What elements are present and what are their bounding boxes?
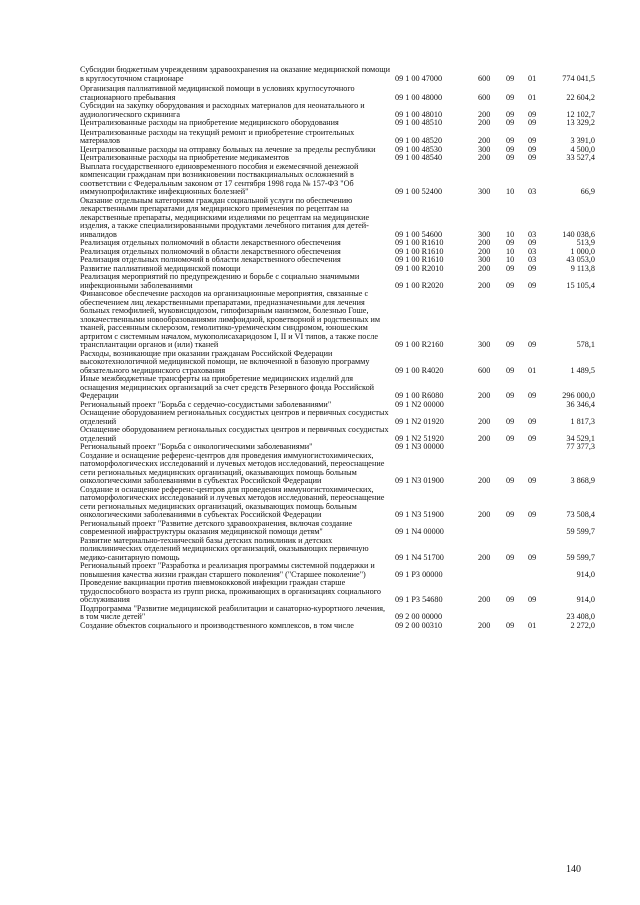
table-row (80, 426, 595, 443)
section-code: 09 (506, 153, 515, 162)
row-description: Выплата государственного единовременного пособия и ежемесячной денежной компенсации гражданам при возникновении поствакцинальных осложнений в соответствии с Федеральным законом от 17 сентября 1998 года № 157-ФЗ "Об иммунопрофилактике инфекционных болезней" (80, 161, 359, 196)
section-code: 09 (506, 620, 515, 630)
row-description: Оснащение оборудованием региональных сосудистых центров и первичных сосудистых отделений (80, 425, 389, 443)
section-code: 09 (506, 238, 515, 247)
target-article-code: 09 1 00 R1610 (395, 238, 444, 247)
section-code: 09 (506, 280, 515, 290)
subsection-code: 09 (528, 595, 537, 604)
subsection-code: 09 (528, 510, 537, 519)
expense-type: 300 (478, 340, 491, 349)
amount: 59 599,7 (566, 527, 595, 536)
row-description: Централизованные расходы на приобретение медицинского оборудования (80, 118, 339, 127)
table-row (80, 350, 595, 376)
row-description: Централизованные расходы на приобретение медикаментов (80, 153, 290, 162)
section-code: 10 (506, 187, 515, 196)
expense-type: 300 (478, 144, 491, 154)
expense-type: 200 (478, 433, 491, 443)
target-article-code: 09 1 00 48530 (395, 144, 443, 154)
target-article-code: 09 2 00 00000 (395, 612, 443, 621)
amount: 3 391,0 (570, 136, 595, 145)
table-row (80, 290, 595, 350)
subsection-code: 09 (528, 109, 537, 119)
table-row (80, 562, 595, 579)
amount: 77 377,3 (566, 442, 595, 451)
amount: 33 527,4 (566, 153, 595, 162)
subsection-code: 09 (528, 153, 537, 162)
section-code: 09 (506, 109, 515, 119)
row-description: Реализация мероприятий по предупреждению и борьбе с социально значимыми инфекционными заболеваниями (80, 272, 360, 290)
row-description: Проведение вакцинации против пневмококковой инфекции граждан старше трудоспособного возраста из групп риска, проживающих в организациях социального обслуживания (80, 578, 382, 604)
subsection-code: 01 (528, 92, 537, 102)
target-article-code: 09 1 00 R4020 (395, 365, 444, 375)
table-row (80, 537, 595, 563)
section-code: 09 (506, 92, 515, 102)
row-description: Реализация отдельных полномочий в области лекарственного обеспечения (80, 255, 341, 264)
row-description: Региональный проект "Борьба с сердечно-сосудистыми заболеваниями" (80, 399, 332, 409)
row-description: Субсидии на закупку оборудования и расходных материалов для неонатального и аудиологического скрининга (80, 101, 365, 119)
amount: 4 500,0 (570, 144, 595, 154)
target-article-code: 09 1 00 R1610 (395, 246, 444, 256)
section-code: 09 (506, 73, 515, 83)
section-code: 09 (506, 476, 515, 485)
expense-type: 600 (478, 365, 491, 375)
target-article-code: 09 1 N3 01900 (395, 476, 444, 485)
row-description: Развитие материально-технической базы детских поликлиник и детских поликлинических отделений медицинских организаций, оказывающих первичную медико-санитарную помощь (80, 535, 369, 562)
row-description: Финансовое обеспечение расходов на организационные мероприятия, связанные с обеспечением лиц лекарственными препаратами, предназначенными для лечения больных гемофилией, муковисцидозом, гипофизарным нанизмом, болезнью Гоше, злокачественными новообразованиями лимфоидной, кроветворной и родственных им тканей, рассеянным склерозом, гемолитико-уремическим синдромом, юношеским артритом с системным началом, мукополисахаридозом I, II и VI типов, а также после трансплантации органов и (или) тканей (80, 289, 381, 349)
row-description: Реализация отдельных полномочий в области лекарственного обеспечения (80, 238, 341, 247)
amount: 774 041,5 (562, 73, 595, 83)
subsection-code: 01 (528, 73, 537, 83)
amount: 59 599,7 (566, 552, 595, 562)
subsection-code: 09 (528, 280, 537, 290)
section-code: 10 (506, 255, 515, 264)
table-row (80, 409, 595, 426)
expense-type: 200 (478, 391, 491, 400)
amount: 914,0 (576, 569, 595, 579)
amount: 914,0 (576, 595, 595, 604)
row-description: Развитие паллиативной медицинской помощи (80, 263, 241, 273)
row-description: Организация паллиативной медицинской помощи в условиях круглосуточного стационарного пребывания (80, 84, 355, 102)
expense-type: 200 (478, 552, 491, 562)
target-article-code: 09 1 N2 00000 (395, 399, 444, 409)
amount: 43 053,0 (566, 255, 595, 264)
subsection-code: 03 (528, 255, 537, 264)
section-code: 09 (506, 510, 515, 519)
table-row (80, 119, 595, 128)
expense-type: 200 (478, 109, 491, 119)
expense-type: 200 (478, 246, 491, 256)
amount: 22 604,2 (566, 92, 595, 102)
section-code: 09 (506, 263, 515, 273)
table-row (80, 452, 595, 486)
target-article-code: 09 1 P3 00000 (395, 569, 443, 579)
expense-type: 200 (478, 118, 491, 127)
subsection-code: 09 (528, 136, 537, 145)
amount: 1 489,5 (570, 365, 595, 375)
target-article-code: 09 1 P3 54680 (395, 595, 443, 604)
section-code: 09 (506, 118, 515, 127)
amount: 140 038,6 (562, 229, 595, 239)
subsection-code: 03 (528, 187, 537, 196)
amount: 513,9 (576, 238, 595, 247)
page-number: 140 (566, 864, 581, 875)
table-row (80, 486, 595, 520)
row-description: Оказание отдельным категориям граждан социальной услуги по обеспечению лекарственными препаратами для медицинского применения по рецептам на лекарственные препараты, медицинскими изделиями по рецептам на медицинские изделия, а также специализированными продуктами лечебного питания для детей-инвалидов (80, 195, 370, 239)
subsection-code: 03 (528, 229, 537, 239)
target-article-code: 09 1 N2 51920 (395, 433, 444, 443)
amount: 66,9 (580, 187, 595, 196)
row-description: Создание и оснащение референс-центров для проведения иммуногистохимических, патоморфологических исследований и лучевых методов исследований, переоснащение сети региональных медицинских организаций, оказывающих помощь больным онкологическими заболеваниями в субъектах Российской Федерации (80, 450, 385, 485)
subsection-code: 09 (528, 144, 537, 154)
amount: 73 508,4 (566, 510, 595, 519)
expense-type: 200 (478, 510, 491, 519)
expense-type: 200 (478, 136, 491, 145)
amount: 296 000,0 (562, 391, 595, 400)
target-article-code: 09 1 00 R1610 (395, 255, 444, 264)
section-code: 09 (506, 552, 515, 562)
amount: 578,1 (576, 340, 595, 349)
table-row (80, 520, 595, 537)
table-row (80, 605, 595, 622)
section-code: 09 (506, 144, 515, 154)
subsection-code: 09 (528, 552, 537, 562)
target-article-code: 09 1 00 R2020 (395, 280, 444, 290)
target-article-code: 09 1 N3 00000 (395, 442, 444, 451)
amount: 36 346,4 (566, 399, 595, 409)
amount: 9 113,8 (570, 263, 595, 273)
amount: 3 868,9 (570, 476, 595, 485)
section-code: 10 (506, 246, 515, 256)
row-description: Реализация отдельных полномочий в области лекарственного обеспечения (80, 246, 341, 256)
target-article-code: 09 2 00 00310 (395, 620, 443, 630)
amount: 13 329,2 (566, 118, 595, 127)
expense-type: 200 (478, 263, 491, 273)
row-description: Централизованные расходы на отправку больных на лечение за пределы республики (80, 144, 376, 154)
expense-type: 300 (478, 229, 491, 239)
table-row (80, 129, 595, 146)
expense-type: 300 (478, 187, 491, 196)
section-code: 09 (506, 365, 515, 375)
row-description: Иные межбюджетные трансферты на приобретение медицинских изделий для оснащения медицинских организаций за счет средств Резервного фонда Российской Федерации (80, 374, 375, 400)
target-article-code: 09 1 00 47000 (395, 73, 443, 83)
target-article-code: 09 1 N4 51700 (395, 552, 444, 562)
expense-type: 200 (478, 238, 491, 247)
expense-type: 300 (478, 255, 491, 264)
subsection-code: 09 (528, 263, 537, 273)
target-article-code: 09 1 00 48510 (395, 118, 443, 127)
expense-type: 200 (478, 620, 491, 630)
subsection-code: 09 (528, 391, 537, 400)
row-description: Создание объектов социального и производственного комплексов, в том числе (80, 620, 354, 630)
section-code: 09 (506, 391, 515, 400)
row-description: Создание и оснащение референс-центров для проведения иммуногистохимических, патоморфологических исследований и лучевых методов исследований, переоснащение сети региональных медицинских организаций, оказывающих помощь больным онкологическими заболеваниями в субъектах Российской Федерации (80, 484, 385, 519)
amount: 2 272,0 (570, 620, 595, 630)
amount: 34 529,1 (566, 433, 595, 443)
subsection-code: 09 (528, 416, 537, 426)
section-code: 09 (506, 416, 515, 426)
target-article-code: 09 1 00 R2010 (395, 263, 444, 273)
target-article-code: 09 1 00 54600 (395, 229, 443, 239)
amount: 1 000,0 (570, 246, 595, 256)
row-description: Региональный проект "Борьба с онкологическими заболеваниями" (80, 442, 313, 451)
target-article-code: 09 1 N4 00000 (395, 527, 444, 536)
row-description: Субсидии бюджетным учреждениям здравоохранения на оказание медицинской помощи в круглосуточном стационаре (80, 65, 390, 83)
section-code: 09 (506, 433, 515, 443)
target-article-code: 09 1 N3 51900 (395, 510, 444, 519)
table-row (80, 622, 595, 631)
subsection-code: 01 (528, 620, 537, 630)
expense-type: 200 (478, 595, 491, 604)
target-article-code: 09 1 00 48010 (395, 109, 443, 119)
row-description: Оснащение оборудованием региональных сосудистых центров и первичных сосудистых отделений (80, 408, 389, 426)
expense-type: 600 (478, 73, 491, 83)
subsection-code: 01 (528, 365, 537, 375)
table-row (80, 66, 595, 83)
amount: 23 408,0 (566, 612, 595, 621)
row-description: Централизованные расходы на текущий ремонт и приобретение строительных материалов (80, 127, 355, 145)
table-row (80, 85, 595, 102)
table-row (80, 102, 595, 119)
subsection-code: 09 (528, 433, 537, 443)
row-description: Региональный проект "Развитие детского здравоохранения, включая создание современной инфраструктуры оказания медицинской помощи детям" (80, 518, 353, 536)
target-article-code: 09 1 00 48540 (395, 153, 443, 162)
table-row (80, 163, 595, 197)
amount: 1 817,3 (570, 416, 595, 426)
subsection-code: 09 (528, 238, 537, 247)
subsection-code: 09 (528, 340, 537, 349)
section-code: 09 (506, 595, 515, 604)
row-description: Подпрограмма "Развитие медицинской реабилитации и санаторно-курортного лечения, в том числе детей" (80, 603, 386, 621)
target-article-code: 09 1 00 52400 (395, 187, 443, 196)
row-description: Расходы, возникающие при оказании гражданам Российской Федерации высокотехнологичной медицинской помощи, не включенной в базовую программу обязательного медицинского страхования (80, 348, 370, 375)
amount: 12 102,7 (566, 109, 595, 119)
table-row (80, 375, 595, 401)
target-article-code: 09 1 N2 01920 (395, 416, 444, 426)
subsection-code: 09 (528, 118, 537, 127)
expense-type: 200 (478, 476, 491, 485)
subsection-code: 03 (528, 246, 537, 256)
table-row (80, 197, 595, 240)
budget-table (80, 66, 595, 630)
table-row (80, 273, 595, 290)
subsection-code: 09 (528, 476, 537, 485)
section-code: 09 (506, 340, 515, 349)
target-article-code: 09 1 00 R2160 (395, 340, 444, 349)
row-description: Региональный проект "Разработка и реализация программы системной поддержки и повышения качества жизни граждан старшего поколения" ("Старшее поколение") (80, 561, 375, 579)
section-code: 09 (506, 136, 515, 145)
expense-type: 200 (478, 153, 491, 162)
expense-type: 600 (478, 92, 491, 102)
target-article-code: 09 1 00 R6080 (395, 391, 444, 400)
amount: 15 105,4 (566, 280, 595, 290)
target-article-code: 09 1 00 48520 (395, 136, 443, 145)
section-code: 10 (506, 229, 515, 239)
target-article-code: 09 1 00 48000 (395, 92, 443, 102)
expense-type: 200 (478, 280, 491, 290)
table-row (80, 579, 595, 605)
expense-type: 200 (478, 416, 491, 426)
